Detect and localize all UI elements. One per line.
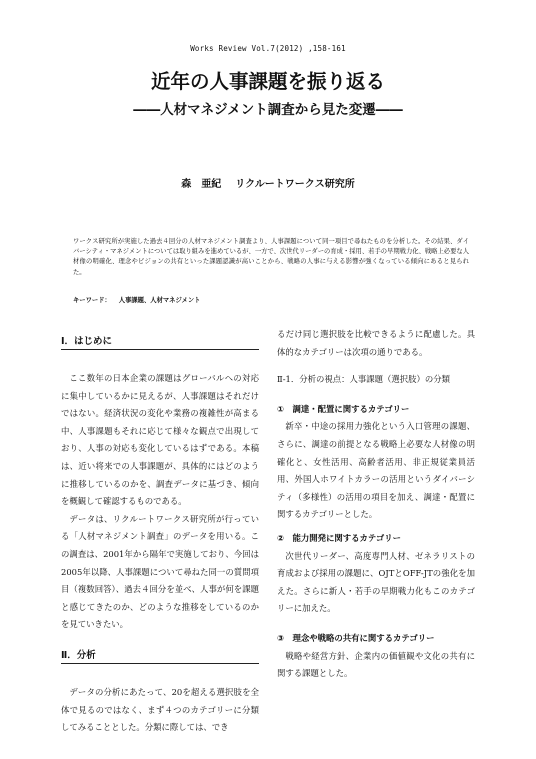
paper-subtitle: ――人材マネジメント調査から見た変遷――: [133, 102, 403, 118]
section-heading-intro: [61, 326, 259, 358]
section-rule: [61, 663, 259, 664]
author-line: [0, 175, 536, 190]
item-text: 戦略や経営方針、企業内の価値観や文化の共有に関する課題とした。: [277, 650, 475, 679]
section-heading-text: Ⅰ．はじめに: [61, 336, 113, 347]
right-column: [277, 326, 475, 683]
abstract: ワークス研究所が実施した過去４回分の人材マネジメント調査より、人事課題について同一項目で尋ねたものを分析した。その結果、ダイバーシティ・マネジメントについては取り組みを進めているが、一方で、次世代リーダーの育成・採用、若手の早期戦力化、戦略上必要な人材像の明確化、理念やビジョンの共有といった課題認識が高いことから、戦略の人事に与える影響が強くなっている傾向にあると見られた。: [73, 238, 469, 276]
paper-title: 近年の人事課題を振り返る: [150, 70, 385, 93]
left-column: [61, 326, 259, 737]
paragraph-continuation: るだけ同じ選択肢を比較できるように配慮した。具体的なカテゴリーは次項の通りである。: [277, 329, 475, 357]
item-heading: ③ 理念や戦略の共有に関するカテゴリー: [277, 632, 435, 643]
item-text: 次世代リーダー、高度専門人材、ゼネラリストの育成および採用の課題に、OJTとOFF-JTの強化を加えた。さらに新人・若手の早期戦力化もこのカテゴリーに加えた。: [277, 550, 475, 614]
keywords-label: キーワード：: [73, 297, 111, 304]
running-head: Works Review Vol.7(2012) ,158-161: [190, 44, 346, 53]
item-heading: ① 調達・配置に関するカテゴリー: [277, 403, 410, 414]
section-heading-text: Ⅱ．分析: [61, 649, 96, 661]
item-heading: ② 能力開発に関するカテゴリー: [277, 532, 402, 543]
author-affiliation: リクルートワークス研究所: [235, 179, 355, 190]
subsection-heading: Ⅱ-1．分析の視点：人事課題（選択肢）の分類: [277, 374, 450, 385]
paragraph: データは、リクルートワークス研究所が行っている「人材マネジメント調査」のデータを用いる。この調査は、2001年から隔年で実施しており、今回は2005年以降、人事課題について尋ねた同一の質問項目（複数回答）、過去４回分を並べ、人事が何を課題と感じてきたのか、どのような推移をしているのかを見ていきたい。: [61, 513, 259, 630]
paragraph: データの分析にあたって、20を超える選択肢を全体で見るのではなく、まず４つのカテゴリーに分類してみることとした。分類に際しては、でき: [61, 686, 259, 733]
keywords: [73, 295, 469, 304]
section-rule: [61, 349, 259, 350]
item-text: 新卒・中途の採用力強化という入口管理の課題、さらに、調達の前提となる戦略上必要な人材像の明確化と、女性活用、高齢者活用、非正規従業員活用、外国人ホワイトカラーの活用というダイバーシティ（多様性）の活用の項目を加え、調達・配置に関するカテゴリーとした。: [277, 421, 475, 520]
paragraph: ここ数年の日本企業の課題はグローバルへの対応に集中しているかに見えるが、人事課題はそれだけではない。経済状況の変化や業務の複雑性が高まる中、人事課題もそれに応じて様々な観点で出現しており、人事の対応も変化しているはずである。本稿は、近い将来での人事課題が、具体的にはどのように推移しているのかを、調査データに基づき、傾向を概観して確認するものである。: [61, 373, 259, 507]
keywords-values: 人事課題、人材マネジメント: [118, 297, 201, 304]
section-heading-analysis: [61, 640, 259, 672]
author-name: 森 亜紀: [181, 179, 222, 190]
